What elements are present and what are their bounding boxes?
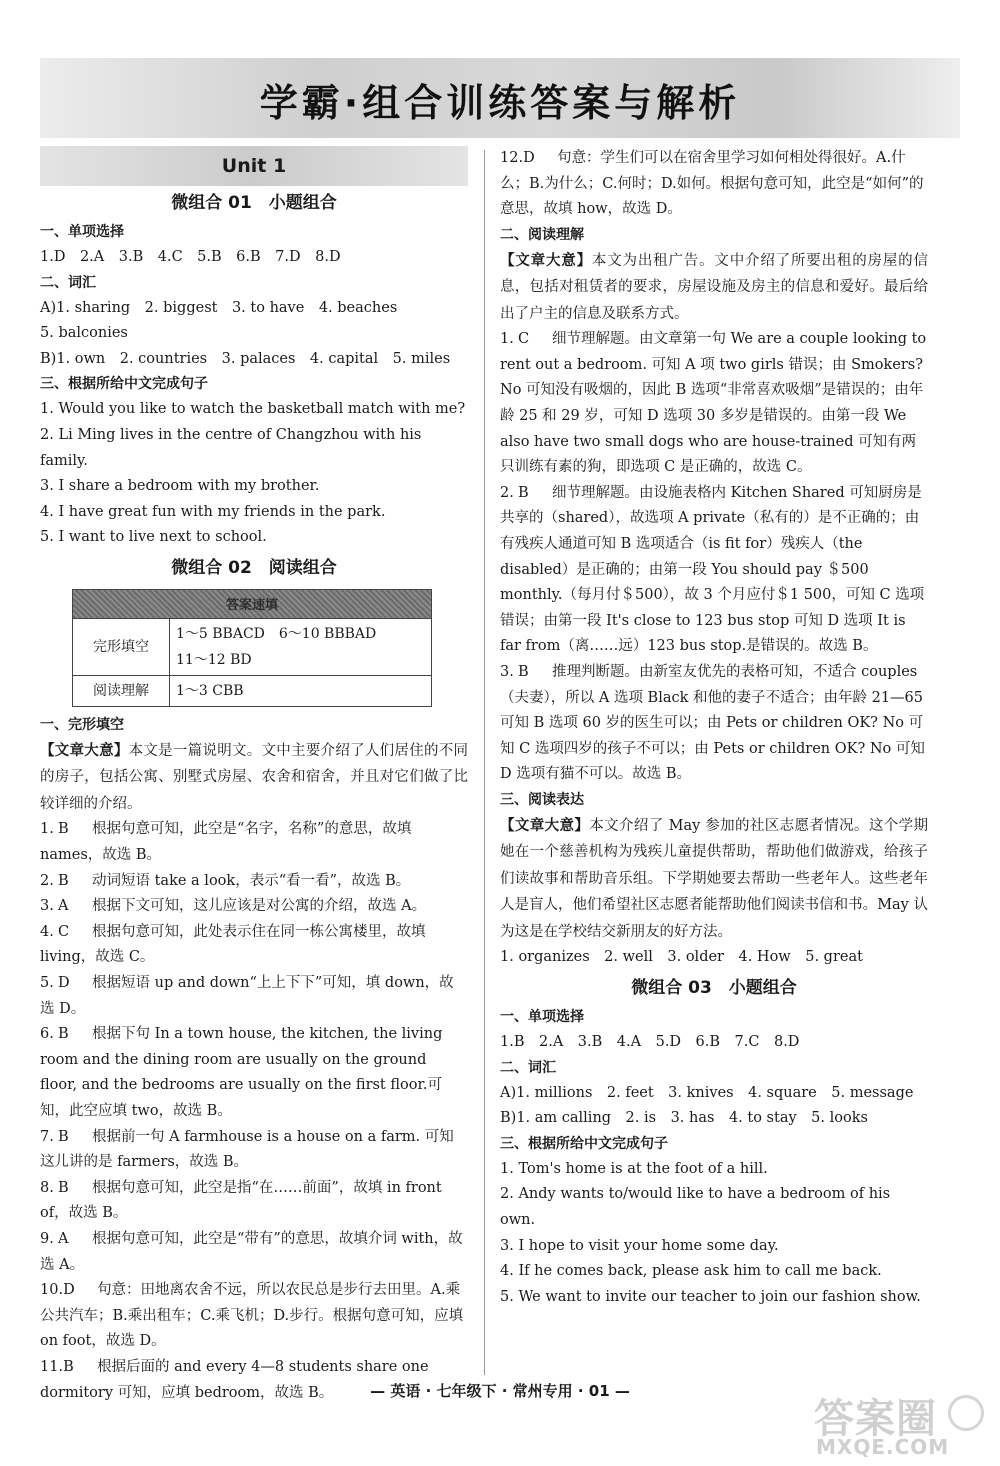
table-value: 1～5 BBACD 6～10 BBBAD xyxy=(176,625,377,642)
list-item: 11.B 根据后面的 and every 4—8 students share one dormitory 可知，应填 bedroom，故选 B。 xyxy=(40,1358,429,1401)
sentence-line: 4. If he comes back, please ask him to call me back. xyxy=(500,1263,882,1280)
left-column xyxy=(40,146,468,1406)
summary-text: 本文为出租广告。文中介绍了所要出租的房屋的信息，包括对租赁者的要求，房屋设施及房主的信息和爱好。最后给出了户主的信息及联系方式。 xyxy=(500,252,928,322)
summary-text: 本文是一篇说明文。文中主要介绍了人们居住的不同的房子，包括公寓、别墅式房屋、农舍和宿舍，并且对它们做了比较详细的介绍。 xyxy=(40,742,469,812)
answer-line: 1.D 2.A 3.B 4.C 5.B 6.B 7.D 8.D xyxy=(40,249,341,265)
page-title: 学霸·组合训练答案与解析 xyxy=(259,81,741,125)
answer-line: A)1. millions 2. feet 3. knives 4. square 5. message xyxy=(500,1084,914,1101)
list-item: 2. B 细节理解题。由设施表格内 Kitchen Shared 可知厨房是共享的（shared），故选项 A private（私有的）是不正确的；由有残疾人通道可知 B 选项适合（is fit for）残疾人（the disabled）是正确的；由第一段 You should pay ＄500 monthly.（每月付＄500），故 3 个月应付＄1 500，可知 C 选项错误；由第一段 It's close to 123 bus stop 可知 D 选项 It is far from（离……远）123 bus stop.是错误的。故选 B。 xyxy=(500,484,925,655)
answer-line: 5. balconies xyxy=(40,325,128,342)
unit-title: Unit 1 xyxy=(40,146,468,186)
list-item: 8. B 根据句意可知，此空是指“在……前面”，故填 in front of，故选 B。 xyxy=(40,1179,442,1222)
section-heading: 一、单项选择 xyxy=(500,1009,584,1026)
answer-table xyxy=(72,589,432,707)
table-label: 完形填空 xyxy=(73,618,170,675)
sentence-line: 2. Li Ming lives in the centre of Changzhou with his family. xyxy=(40,426,426,469)
answer-line: 1. organizes 2. well 3. older 4. How 5. great xyxy=(500,949,863,966)
list-item: 1. B 根据句意可知，此空是“名字，名称”的意思，故填 names，故选 B。 xyxy=(40,821,412,864)
section-heading: 三、根据所给中文完成句子 xyxy=(500,1135,668,1152)
watermark-url: MXQE.COM xyxy=(816,1435,950,1459)
sentence-line: 1. Tom's home is at the foot of a hill. xyxy=(500,1160,768,1177)
table-header: 答案速填 xyxy=(73,589,432,618)
list-item: 3. A 根据下文可知，这儿应该是对公寓的介绍，故选 A。 xyxy=(40,898,427,915)
summary-tag: 【文章大意】 xyxy=(40,741,129,759)
list-item: 10.D 句意：田地离农舍不远，所以农民总是步行去田里。A.乘公共汽车；B.乘出租车；C.乘飞机；D.步行。根据句意可知，应填 on foot，故选 D。 xyxy=(40,1282,464,1350)
list-item: 2. B 动词短语 take a look，表示“看一看”，故选 B。 xyxy=(40,872,411,889)
cloze-items xyxy=(40,817,468,1406)
table-value: 11～12 BD xyxy=(176,651,252,668)
table-cell xyxy=(170,618,432,675)
watermark-badge-icon xyxy=(948,1395,984,1431)
table-value: 1～3 CBB xyxy=(170,675,432,706)
combo-02-title: 微组合 02 阅读组合 xyxy=(171,557,337,578)
answer-line: B)1. am calling 2. is 3. has 4. to stay 5. looks xyxy=(500,1110,868,1127)
sentence-line: 2. Andy wants to/would like to have a bedroom of his own. xyxy=(500,1186,895,1229)
list-item: 9. A 根据句意可知，此空是“带有”的意思，故填介词 with，故选 A。 xyxy=(40,1230,463,1273)
summary-text: 本文介绍了 May 参加的社区志愿者情况。这个学期她在一个慈善机构为残疾儿童提供帮助，帮助他们做游戏，给孩子们读故事和帮助音乐组。下学期她要去帮助一些老年人。这些老年人是盲人，他们希望社区志愿者能帮助他们阅读书信和书。May 认为这是在学校结交新朋友的好方法。 xyxy=(500,817,929,940)
section-heading: 二、阅读理解 xyxy=(500,226,584,243)
header-banner xyxy=(40,58,960,138)
page-footer: — 英语 · 七年级下 · 常州专用 · 01 — xyxy=(370,1382,630,1400)
sentence-line: 5. We want to invite our teacher to join our fashion show. xyxy=(500,1288,921,1305)
sentence-line: 3. I hope to visit your home some day. xyxy=(500,1237,779,1254)
article-summary xyxy=(500,248,928,328)
right-column xyxy=(500,146,928,1310)
sentence-line: 5. I want to live next to school. xyxy=(40,529,267,546)
section-heading: 一、完形填空 xyxy=(40,716,124,733)
column-divider xyxy=(484,150,485,1375)
watermark-logo xyxy=(808,1385,984,1461)
list-item: 5. D 根据短语 up and down“上上下下”可知，填 down，故选 D。 xyxy=(40,975,454,1017)
section-heading: 二、词汇 xyxy=(40,274,96,291)
combo-01-title: 微组合 01 小题组合 xyxy=(171,193,337,213)
list-item: 7. B 根据前一句 A farmhouse is a house on a farm. 可知这儿讲的是 farmers，故选 B。 xyxy=(40,1128,454,1171)
list-item: 6. B 根据下句 In a town house, the kitchen, the living room and the dining room are usually on the ground floor, and the bedrooms are usually on the first floor.可知，此空应填 two，故选 B。 xyxy=(40,1026,443,1119)
section-heading: 三、阅读表达 xyxy=(500,791,584,808)
section-heading: 三、根据所给中文完成句子 xyxy=(40,376,208,393)
answer-line: B)1. own 2. countries 3. palaces 4. capital 5. miles xyxy=(40,350,451,367)
summary-tag: 【文章大意】 xyxy=(500,251,592,269)
section-heading: 二、词汇 xyxy=(500,1059,556,1076)
answer-line: A)1. sharing 2. biggest 3. to have 4. beaches xyxy=(40,299,398,316)
summary-tag: 【文章大意】 xyxy=(500,816,590,834)
list-item: 1. C 细节理解题。由文章第一句 We are a couple looking to rent out a bedroom. 可知 A 项 two girls 错误；由 Smokers? No 可知没有吸烟的，因此 B 选项“非常喜欢吸烟”是错误的；由年龄 25 和 29 岁，可知 D 选项 30 多岁是错误的。由第一段 We also have two small dogs who are house-trained 可知有两只训练有素的狗，即选项 C 是正确的，故选 C。 xyxy=(500,331,927,476)
article-summary xyxy=(40,738,468,818)
watermark-text: 答案圈 xyxy=(814,1396,937,1442)
combo-03-title: 微组合 03 小题组合 xyxy=(631,978,797,999)
sentence-line: 1. Would you like to watch the basketball match with me? xyxy=(40,401,466,418)
sentence-line: 3. I share a bedroom with my brother. xyxy=(40,478,320,495)
list-item: 12.D 句意：学生们可以在宿舍里学习如何相处得很好。A.什么；B.为什么；C.何时；D.如何。根据句意可知，此空是“如何”的意思，故填 how，故选 D。 xyxy=(500,150,924,218)
list-item: 3. B 推理判断题。由新室友优先的表格可知，不适合 couples（夫妻），所以 A 选项 Black 和他的妻子不适合；由年龄 21—65 可知 B 选项 60 岁的医生可以；由 Pets or children OK? No 可知 C 选项四岁的孩子不可以；由 Pets or children OK? No 可知 D 选项有猫不可以。故选 B。 xyxy=(500,664,925,783)
table-label: 阅读理解 xyxy=(73,675,170,706)
sentence-line: 4. I have great fun with my friends in the park. xyxy=(40,503,386,520)
section-heading: 一、单项选择 xyxy=(40,224,124,240)
list-item: 4. C 根据句意可知，此处表示住在同一栋公寓楼里，故填 living，故选 C。 xyxy=(40,923,426,966)
article-summary xyxy=(500,813,928,946)
answer-line: 1.B 2.A 3.B 4.A 5.D 6.B 7.C 8.D xyxy=(500,1034,800,1051)
